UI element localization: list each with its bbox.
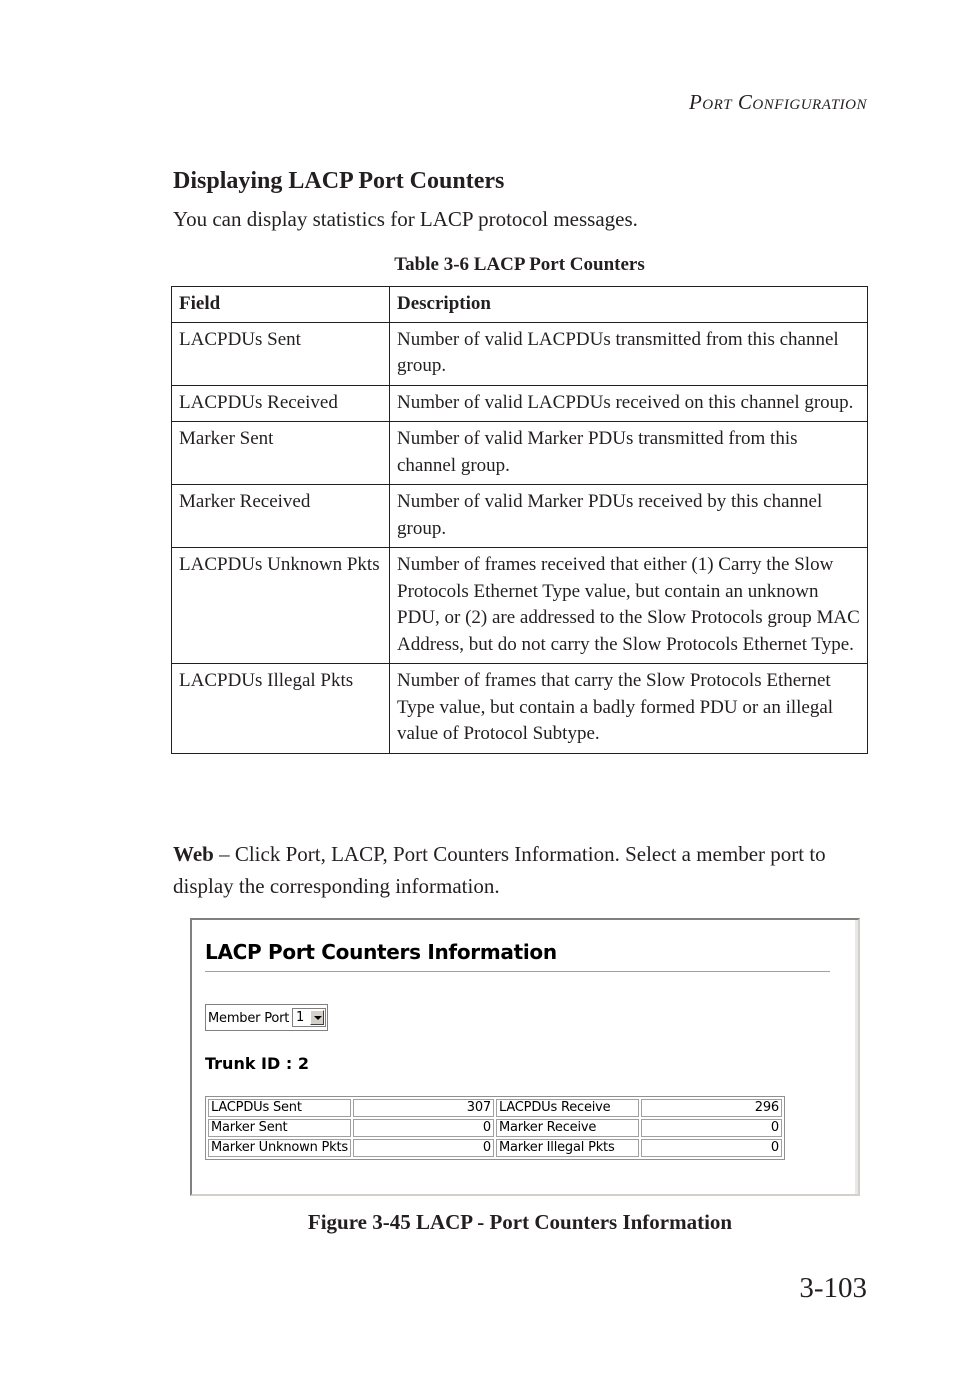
running-head-ort: ORT <box>702 97 733 113</box>
field-cell: LACPDUs Unknown Pkts <box>172 548 390 664</box>
counter-value: 0 <box>353 1139 494 1157</box>
screenshot-panel <box>192 920 858 1194</box>
description-cell: Number of valid Marker PDUs received by this channel group. <box>390 485 868 548</box>
header-field: Field <box>172 287 390 323</box>
counter-value: 0 <box>641 1119 782 1137</box>
screenshot-title: LACP Port Counters Information <box>205 940 557 964</box>
running-head-onfiguration: ONFIGURATION <box>752 97 867 113</box>
page-number: 3-103 <box>799 1272 867 1304</box>
field-cell: LACPDUs Illegal Pkts <box>172 664 390 754</box>
table-row <box>172 548 868 664</box>
description-cell: Number of valid LACPDUs transmitted from this channel group. <box>390 322 868 385</box>
member-port-label: Member Port <box>208 1011 290 1026</box>
section-title: Displaying LACP Port Counters <box>173 168 505 194</box>
trunk-id: Trunk ID : 2 <box>205 1054 309 1073</box>
description-cell: Number of valid Marker PDUs transmitted from this channel group. <box>390 422 868 485</box>
header-description: Description <box>390 287 868 323</box>
table-row <box>172 422 868 485</box>
description-cell: Number of frames that carry the Slow Protocols Ethernet Type value, but contain a badly formed PDU or an illegal value of Protocol Subtype. <box>390 664 868 754</box>
field-cell: Marker Received <box>172 485 390 548</box>
counter-label: Marker Unknown Pkts <box>208 1139 351 1157</box>
counter-row <box>208 1099 782 1117</box>
counter-label: LACPDUs Receive <box>496 1099 639 1117</box>
web-lead: Web <box>173 842 214 866</box>
description-cell: Number of frames received that either (1) Carry the Slow Protocols Ethernet Type value, but contain an unknown PDU, or (2) are addressed to the Slow Protocols group MAC Address, but do not carry the Slow Protocols Ethernet Type. <box>390 548 868 664</box>
member-port-box <box>205 1004 328 1031</box>
title-divider <box>205 971 830 973</box>
table-row <box>172 664 868 754</box>
field-cell: LACPDUs Sent <box>172 322 390 385</box>
lacp-counters-table <box>171 286 868 754</box>
counter-value: 0 <box>353 1119 494 1137</box>
counter-label: Marker Receive <box>496 1119 639 1137</box>
running-head-c: C <box>737 90 753 114</box>
counter-row <box>208 1139 782 1157</box>
section-intro: You can display statistics for LACP protocol messages. <box>173 207 638 231</box>
table-row <box>172 322 868 385</box>
figure-caption: Figure 3-45 LACP - Port Counters Information <box>307 1210 733 1234</box>
counters-table <box>205 1096 785 1160</box>
chevron-down-icon[interactable] <box>310 1010 324 1025</box>
member-port-value: 1 <box>296 1010 305 1025</box>
description-cell: Number of valid LACPDUs received on this channel group. <box>390 385 868 422</box>
table-row <box>172 485 868 548</box>
counter-label: LACPDUs Sent <box>208 1099 351 1117</box>
counter-value: 296 <box>641 1099 782 1117</box>
counter-value: 0 <box>641 1139 782 1157</box>
table-row <box>172 385 868 422</box>
running-head-p: P <box>688 90 703 114</box>
web-instructions <box>173 838 863 902</box>
counter-value: 307 <box>353 1099 494 1117</box>
field-cell: LACPDUs Received <box>172 385 390 422</box>
member-port-select[interactable] <box>292 1008 326 1027</box>
counter-label: Marker Sent <box>208 1119 351 1137</box>
field-cell: Marker Sent <box>172 422 390 485</box>
table-header-row <box>172 287 868 323</box>
table-caption: Table 3-6 LACP Port Counters <box>394 254 645 275</box>
running-header <box>689 90 867 115</box>
counter-row <box>208 1119 782 1137</box>
counter-label: Marker Illegal Pkts <box>496 1139 639 1157</box>
web-text: – Click Port, LACP, Port Counters Information. Select a member port to display the corresponding information. <box>173 842 826 898</box>
web-screenshot <box>190 918 860 1196</box>
